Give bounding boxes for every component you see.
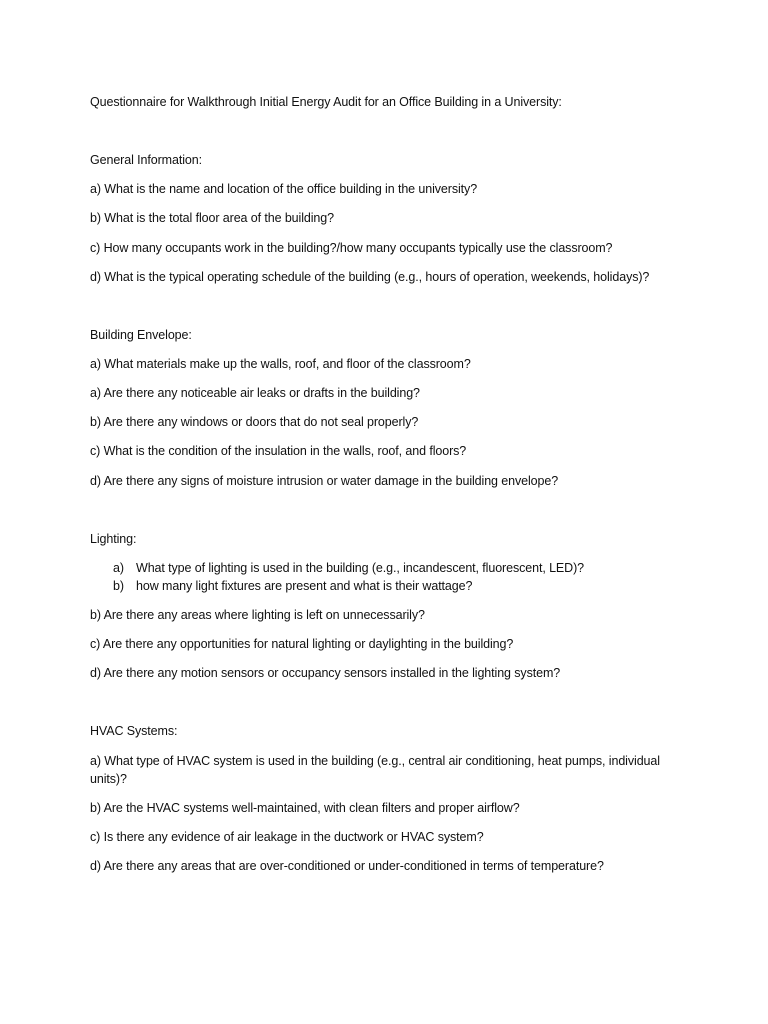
question-lighting-d: d) Are there any motion sensors or occupancy sensors installed in the lighting system? bbox=[90, 666, 561, 680]
question-envelope-a1: a) What materials make up the walls, roof, and floor of the classroom? bbox=[90, 357, 471, 371]
section-heading-building-envelope: Building Envelope: bbox=[90, 328, 192, 342]
question-lighting-sub-b: how many light fixtures are present and what is their wattage? bbox=[136, 579, 473, 593]
question-envelope-b: b) Are there any windows or doors that do not seal properly? bbox=[90, 415, 419, 429]
question-general-c: c) How many occupants work in the building?/how many occupants typically use the classroom? bbox=[90, 241, 613, 255]
question-general-b: b) What is the total floor area of the building? bbox=[90, 211, 334, 225]
question-hvac-a: a) What type of HVAC system is used in the building (e.g., central air conditioning, heat pumps, individual units)? bbox=[90, 754, 660, 786]
question-hvac-c: c) Is there any evidence of air leakage in the ductwork or HVAC system? bbox=[90, 830, 484, 844]
question-general-a: a) What is the name and location of the office building in the university? bbox=[90, 182, 478, 196]
sublist-marker-b: b) bbox=[113, 579, 124, 593]
question-hvac-d: d) Are there any areas that are over-conditioned or under-conditioned in terms of temperature? bbox=[90, 859, 604, 873]
question-envelope-c: c) What is the condition of the insulation in the walls, roof, and floors? bbox=[90, 444, 467, 458]
question-general-d: d) What is the typical operating schedule of the building (e.g., hours of operation, weekends, holidays)? bbox=[90, 270, 650, 284]
question-hvac-b: b) Are the HVAC systems well-maintained, with clean filters and proper airflow? bbox=[90, 801, 520, 815]
question-lighting-b: b) Are there any areas where lighting is left on unnecessarily? bbox=[90, 608, 425, 622]
section-heading-general-information: General Information: bbox=[90, 153, 202, 167]
section-heading-hvac-systems: HVAC Systems: bbox=[90, 724, 178, 738]
section-heading-lighting: Lighting: bbox=[90, 532, 137, 546]
question-envelope-a2: a) Are there any noticeable air leaks or drafts in the building? bbox=[90, 386, 420, 400]
question-envelope-d: d) Are there any signs of moisture intrusion or water damage in the building envelope? bbox=[90, 474, 559, 488]
sublist-marker-a: a) bbox=[113, 561, 124, 575]
question-lighting-sub-a: What type of lighting is used in the building (e.g., incandescent, fluorescent, LED)? bbox=[136, 561, 585, 575]
document-title: Questionnaire for Walkthrough Initial Energy Audit for an Office Building in a University: bbox=[90, 95, 562, 109]
question-lighting-c: c) Are there any opportunities for natural lighting or daylighting in the building? bbox=[90, 637, 514, 651]
